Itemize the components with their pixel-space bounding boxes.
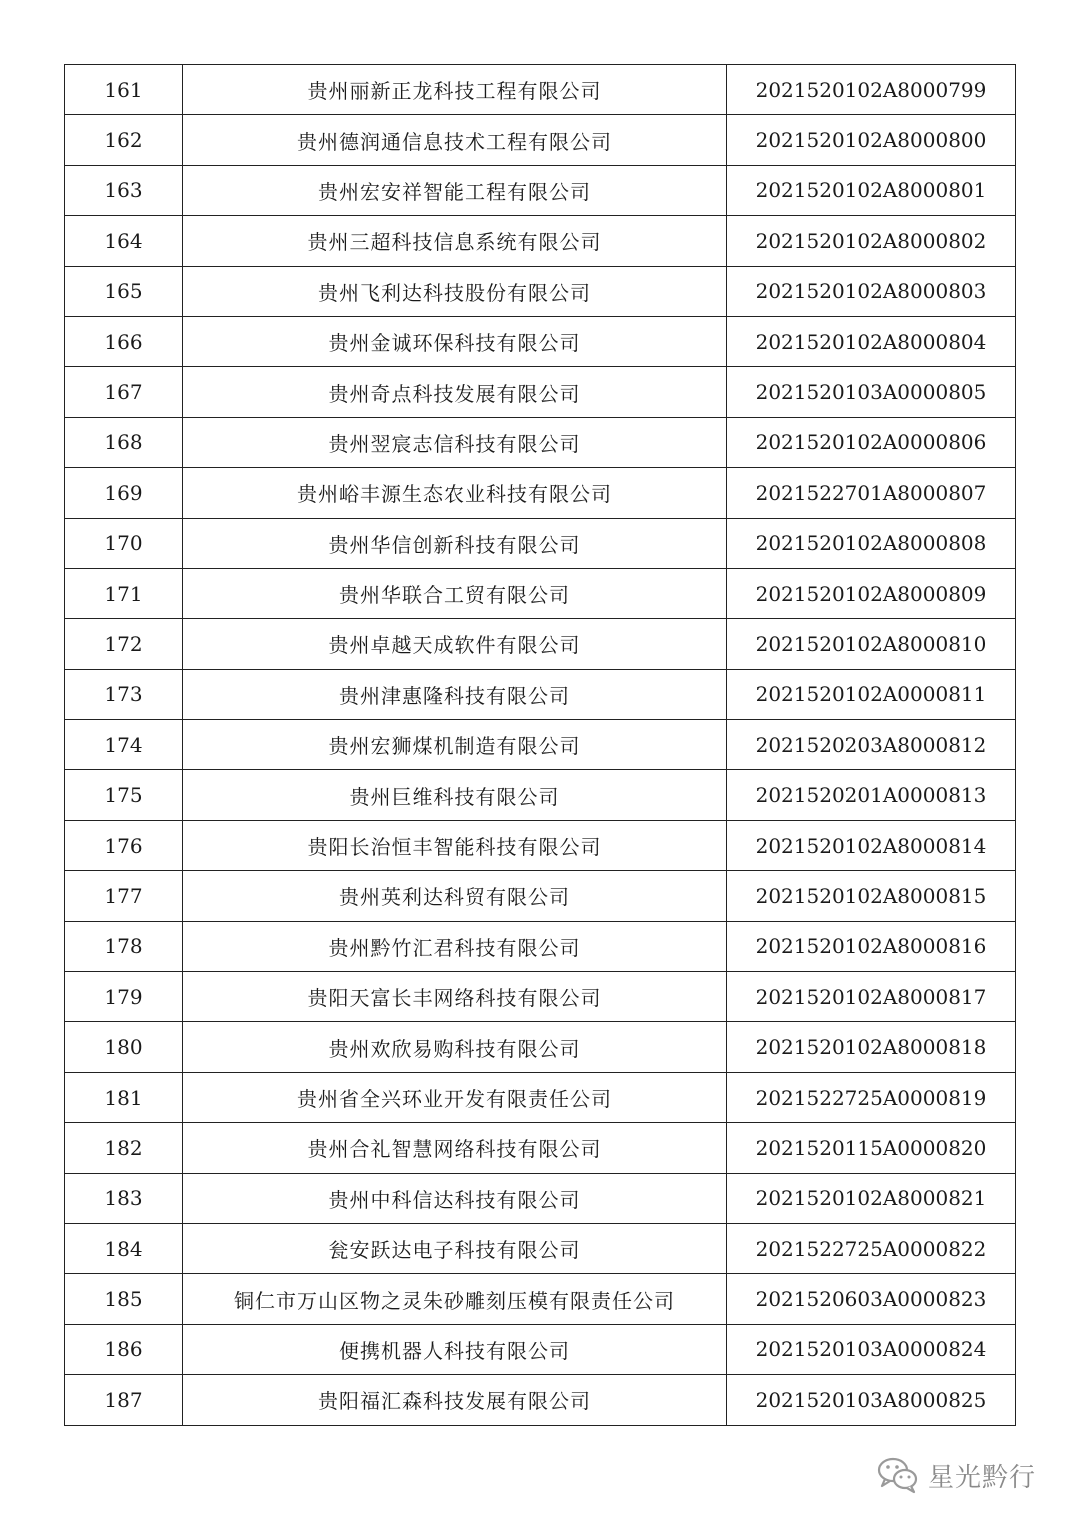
table-row [65, 720, 1016, 770]
company-name-cell: 铜仁市万山区物之灵朱砂雕刻压模有限责任公司 [183, 1274, 727, 1324]
table-row [65, 115, 1016, 165]
registration-code-cell: 2021520102A8000802 [727, 216, 1016, 266]
company-name-cell: 贵阳福汇森科技发展有限公司 [183, 1375, 727, 1425]
table-row [65, 1324, 1016, 1374]
row-number-cell: 164 [65, 216, 183, 266]
table-row [65, 1123, 1016, 1173]
registration-code-cell: 2021520102A8000817 [727, 972, 1016, 1022]
table-row [65, 770, 1016, 820]
registration-code-cell: 2021520102A8000803 [727, 266, 1016, 316]
company-name-cell: 贵州峪丰源生态农业科技有限公司 [183, 468, 727, 518]
table-row [65, 619, 1016, 669]
row-number-cell: 168 [65, 417, 183, 467]
company-name-cell: 贵州宏狮煤机制造有限公司 [183, 720, 727, 770]
table-row [65, 65, 1016, 115]
table-row [65, 316, 1016, 366]
table-row [65, 518, 1016, 568]
row-number-cell: 169 [65, 468, 183, 518]
table-row [65, 1274, 1016, 1324]
company-name-cell: 贵州黔竹汇君科技有限公司 [183, 921, 727, 971]
registration-code-cell: 2021520603A0000823 [727, 1274, 1016, 1324]
registration-code-cell: 2021520201A0000813 [727, 770, 1016, 820]
row-number-cell: 162 [65, 115, 183, 165]
registration-code-cell: 2021520102A8000818 [727, 1022, 1016, 1072]
table-row [65, 871, 1016, 921]
row-number-cell: 174 [65, 720, 183, 770]
row-number-cell: 185 [65, 1274, 183, 1324]
row-number-cell: 163 [65, 165, 183, 215]
row-number-cell: 180 [65, 1022, 183, 1072]
company-name-cell: 贵州翌宸志信科技有限公司 [183, 417, 727, 467]
registration-code-cell: 2021520103A0000805 [727, 367, 1016, 417]
wechat-icon [876, 1455, 920, 1495]
row-number-cell: 166 [65, 316, 183, 366]
table-body [65, 65, 1016, 1426]
registration-code-cell: 2021520102A0000806 [727, 417, 1016, 467]
row-number-cell: 170 [65, 518, 183, 568]
registration-code-cell: 2021520102A8000801 [727, 165, 1016, 215]
table-row [65, 1173, 1016, 1223]
company-name-cell: 贵州德润通信息技术工程有限公司 [183, 115, 727, 165]
registration-code-cell: 2021522701A8000807 [727, 468, 1016, 518]
table-row [65, 216, 1016, 266]
company-registry-table [64, 64, 1016, 1426]
row-number-cell: 161 [65, 65, 183, 115]
registration-code-cell: 2021520102A8000800 [727, 115, 1016, 165]
company-name-cell: 贵州合礼智慧网络科技有限公司 [183, 1123, 727, 1173]
company-name-cell: 贵州三超科技信息系统有限公司 [183, 216, 727, 266]
row-number-cell: 165 [65, 266, 183, 316]
row-number-cell: 171 [65, 568, 183, 618]
registration-code-cell: 2021520103A8000825 [727, 1375, 1016, 1425]
registration-code-cell: 2021520102A8000809 [727, 568, 1016, 618]
registration-code-cell: 2021520102A8000810 [727, 619, 1016, 669]
table-row [65, 1375, 1016, 1425]
table-row [65, 820, 1016, 870]
registration-code-cell: 2021520102A8000816 [727, 921, 1016, 971]
row-number-cell: 184 [65, 1223, 183, 1273]
table-row [65, 468, 1016, 518]
row-number-cell: 186 [65, 1324, 183, 1374]
row-number-cell: 182 [65, 1123, 183, 1173]
registration-code-cell: 2021520115A0000820 [727, 1123, 1016, 1173]
company-name-cell: 贵州省全兴环业开发有限责任公司 [183, 1072, 727, 1122]
company-name-cell: 贵州津惠隆科技有限公司 [183, 669, 727, 719]
registration-code-cell: 2021520102A8000808 [727, 518, 1016, 568]
table-row [65, 266, 1016, 316]
registration-code-cell: 2021520102A0000811 [727, 669, 1016, 719]
row-number-cell: 172 [65, 619, 183, 669]
registration-code-cell: 2021520102A8000804 [727, 316, 1016, 366]
registration-code-cell: 2021522725A0000819 [727, 1072, 1016, 1122]
watermark-text: 星光黔行 [928, 1462, 1037, 1493]
company-name-cell: 贵州华信创新科技有限公司 [183, 518, 727, 568]
table-row [65, 417, 1016, 467]
company-name-cell: 贵州中科信达科技有限公司 [183, 1173, 727, 1223]
row-number-cell: 178 [65, 921, 183, 971]
registration-code-cell: 2021520102A8000799 [727, 65, 1016, 115]
company-name-cell: 贵州金诚环保科技有限公司 [183, 316, 727, 366]
table-row [65, 669, 1016, 719]
row-number-cell: 173 [65, 669, 183, 719]
table-row [65, 921, 1016, 971]
watermark [876, 1455, 1036, 1495]
company-name-cell: 贵州飞利达科技股份有限公司 [183, 266, 727, 316]
table-row [65, 1022, 1016, 1072]
table-row [65, 165, 1016, 215]
row-number-cell: 179 [65, 972, 183, 1022]
registration-code-cell: 2021520103A0000824 [727, 1324, 1016, 1374]
company-name-cell: 贵州英利达科贸有限公司 [183, 871, 727, 921]
company-name-cell: 贵州丽新正龙科技工程有限公司 [183, 65, 727, 115]
table-row [65, 367, 1016, 417]
table-row [65, 1223, 1016, 1273]
company-name-cell: 瓮安跃达电子科技有限公司 [183, 1223, 727, 1273]
company-name-cell: 贵州卓越天成软件有限公司 [183, 619, 727, 669]
table-row [65, 568, 1016, 618]
company-name-cell: 贵州巨维科技有限公司 [183, 770, 727, 820]
row-number-cell: 167 [65, 367, 183, 417]
company-name-cell: 贵州华联合工贸有限公司 [183, 568, 727, 618]
registration-code-cell: 2021520203A8000812 [727, 720, 1016, 770]
registration-code-cell: 2021520102A8000815 [727, 871, 1016, 921]
row-number-cell: 183 [65, 1173, 183, 1223]
registration-code-cell: 2021520102A8000821 [727, 1173, 1016, 1223]
row-number-cell: 177 [65, 871, 183, 921]
table-row [65, 1072, 1016, 1122]
company-name-cell: 贵阳长治恒丰智能科技有限公司 [183, 820, 727, 870]
row-number-cell: 187 [65, 1375, 183, 1425]
row-number-cell: 181 [65, 1072, 183, 1122]
table-row [65, 972, 1016, 1022]
company-name-cell: 贵州宏安祥智能工程有限公司 [183, 165, 727, 215]
company-name-cell: 便携机器人科技有限公司 [183, 1324, 727, 1374]
company-name-cell: 贵州奇点科技发展有限公司 [183, 367, 727, 417]
row-number-cell: 175 [65, 770, 183, 820]
company-name-cell: 贵州欢欣易购科技有限公司 [183, 1022, 727, 1072]
company-name-cell: 贵阳天富长丰网络科技有限公司 [183, 972, 727, 1022]
registration-code-cell: 2021522725A0000822 [727, 1223, 1016, 1273]
row-number-cell: 176 [65, 820, 183, 870]
registration-code-cell: 2021520102A8000814 [727, 820, 1016, 870]
